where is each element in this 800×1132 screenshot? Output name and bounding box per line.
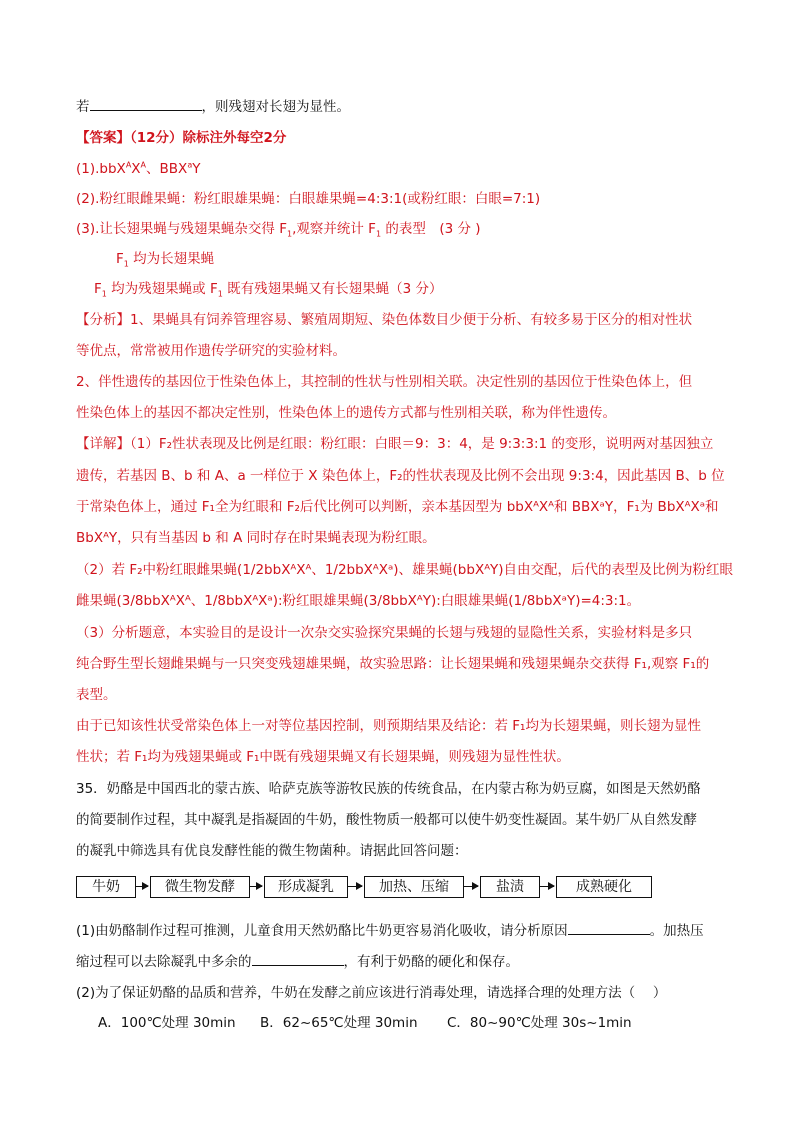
detail-line-8: 纯合野生型长翅雌果蝇与一只突变残翅雄果蝇，故实验思路：让长翅果蝇和残翅果蝇杂交获得 F₁,观察 F₁的 bbox=[76, 656, 710, 672]
answer-5: $F_1$ 均为残翅果蝇或 $F_1$ 既有残翅果蝇又有长翅果蝇（3 分） bbox=[94, 281, 443, 299]
option-a: A．100℃处理 30min bbox=[98, 1015, 236, 1031]
flow-arrow bbox=[540, 886, 554, 887]
answer-2: (2).粉红眼雌果蝇：粉红眼雄果蝇：白眼雄果蝇=4:3:1(或粉红眼：白眼=7:1) bbox=[76, 191, 541, 207]
q35-sub1-line-1: (1)由奶酪制作过程可推测，儿童食用天然奶酪比牛奶更容易消化吸收，请分析原因 。加热压 bbox=[76, 920, 730, 941]
detail-line-1: 【详解】（1）F₂性状表现及比例是红眼：粉红眼：白眼＝9：3：4，是 9:3:3:1 的变形，说明两对基因独立 bbox=[76, 436, 714, 452]
answer-1: $(1).bbX^AX^A$、BBX$^a$Y bbox=[76, 160, 201, 177]
flow-step-ripening: 成熟硬化 bbox=[556, 876, 652, 898]
answer-blank bbox=[568, 920, 650, 935]
answer-blank bbox=[252, 951, 344, 966]
flow-step-salting: 盐渍 bbox=[480, 876, 540, 898]
detail-line-7: （3）分析题意，本实验目的是设计一次杂交实验探究果蝇的长翅与残翅的显隐性关系，实验材料是多只 bbox=[76, 625, 693, 641]
answer-4: $F_1$ 均为长翅果蝇 bbox=[116, 251, 215, 269]
detail-line-3: 于常染色体上，通过 F₁全为红眼和 F₂后代比例可以判断，亲本基因型为 bbXᴬXᴬ和 BBXᵃY，F₁为 BbXᴬXᵃ和 bbox=[76, 499, 719, 515]
detail-line-9: 表型。 bbox=[76, 687, 117, 703]
analysis-line-4: 性染色体上的基因不都决定性别，性染色体上的遗传方式都与性别相关联，称为伴性遗传。 bbox=[76, 405, 616, 421]
q35-sub1-line-2: 缩过程可以去除凝乳中多余的 ，有利于奶酪的硬化和保存。 bbox=[76, 951, 730, 972]
process-flow bbox=[76, 876, 656, 900]
analysis-line-2: 等优点，常常被用作遗传学研究的实验材料。 bbox=[76, 343, 346, 359]
analysis-line-1: 【分析】1、果蝇具有饲养管理容易、繁殖周期短、染色体数目少便于分析、有较多易于区分的相对性状 bbox=[76, 312, 693, 328]
flow-arrow bbox=[348, 886, 362, 887]
q35-line-2: 的简要制作过程，其中凝乳是指凝固的牛奶，酸性物质一般都可以使牛奶变性凝固。某牛奶厂从自然发酵 bbox=[76, 812, 697, 828]
answer-header: 【答案】（12分）除标注外每空2分 bbox=[76, 130, 287, 146]
option-b: B．62~65℃处理 30min bbox=[260, 1015, 418, 1031]
answer-blank bbox=[90, 96, 202, 111]
detail-line-4: BbXᴬY，只有当基因 b 和 A 同时存在时果蝇表现为粉红眼。 bbox=[76, 530, 436, 546]
flow-step-curd: 形成凝乳 bbox=[264, 876, 348, 898]
answer-3: (3).让长翅果蝇与残翅果蝇杂交得 $F_1$,观察并统计 $F_1$ 的表型 (3 分 ) bbox=[76, 221, 481, 239]
detail-line-5: （2）若 F₂中粉红眼雌果蝇(1/2bbXᴬXᴬ、1/2bbXᴬXᵃ)、雄果蝇(bbXᴬY)自由交配，后代的表型及比例为粉红眼 bbox=[76, 562, 734, 578]
detail-line-2: 遗传，若基因 B、b 和 A、a 一样位于 X 染色体上，F₂的性状表现及比例不会出现 9:3:4，因此基因 B、b 位 bbox=[76, 468, 725, 484]
flow-arrow bbox=[250, 886, 262, 887]
flow-step-heat-press: 加热、压缩 bbox=[364, 876, 464, 898]
q35-line-1: 35．奶酪是中国西北的蒙古族、哈萨克族等游牧民族的传统食品，在内蒙古称为奶豆腐，如图是天然奶酪 bbox=[76, 781, 701, 797]
question-tail: 若 ，则残翅对长翅为显性。 bbox=[76, 96, 730, 117]
flow-arrow bbox=[464, 886, 478, 887]
flow-step-milk: 牛奶 bbox=[76, 876, 136, 898]
option-c: C．80~90℃处理 30s~1min bbox=[447, 1015, 632, 1031]
detail-line-11: 性状；若 F₁均为残翅果蝇或 F₁中既有残翅果蝇又有长翅果蝇，则残翅为显性性状。 bbox=[76, 749, 570, 765]
analysis-line-3: 2、伴性遗传的基因位于性染色体上，其控制的性状与性别相关联。决定性别的基因位于性染色体上，但 bbox=[76, 374, 693, 390]
flow-arrow bbox=[136, 886, 148, 887]
flow-step-fermentation: 微生物发酵 bbox=[150, 876, 250, 898]
detail-line-10: 由于已知该性状受常染色体上一对等位基因控制，则预期结果及结论：若 F₁均为长翅果蝇，则长翅为显性 bbox=[76, 718, 701, 734]
q35-sub2: (2)为了保证奶酪的品质和营养，牛奶在发酵之前应该进行消毒处理，请选择合理的处理方法（ ） bbox=[76, 985, 667, 1001]
detail-line-6: 雌果蝇(3/8bbXᴬXᴬ、1/8bbXᴬXᵃ):粉红眼雄果蝇(3/8bbXᴬY):白眼雄果蝇(1/8bbXᵃY)=4:3:1。 bbox=[76, 593, 641, 609]
q35-line-3: 的凝乳中筛选具有优良发酵性能的微生物菌种。请据此回答问题： bbox=[76, 843, 468, 859]
